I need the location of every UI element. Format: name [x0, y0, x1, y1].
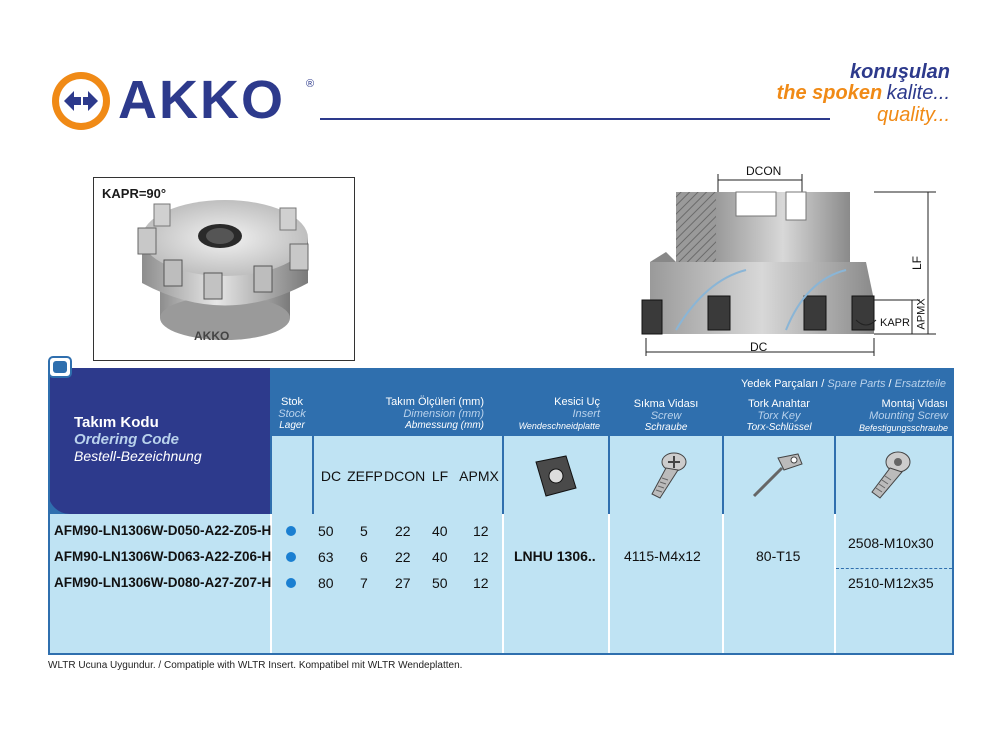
row-dcon: 22	[395, 549, 411, 565]
stock-header	[272, 396, 312, 432]
row-lf: 40	[432, 523, 448, 539]
dimension-tr: Takım Ölçüleri (mm)	[385, 396, 484, 408]
slogan-line-1: konuşulan	[849, 61, 950, 83]
ordering-code-header	[48, 368, 270, 514]
insert-icon	[532, 452, 580, 500]
row-dcon: 22	[395, 523, 411, 539]
spare-parts-en: Spare Parts	[827, 378, 886, 390]
stock-tr: Stok	[280, 396, 303, 408]
mounting-de: Befestigungsschraube	[858, 423, 948, 433]
stock-subcell	[272, 436, 312, 514]
table-row	[48, 518, 954, 544]
akko-logo	[50, 70, 320, 130]
row-zefp: 6	[360, 549, 368, 565]
row-lf: 50	[432, 575, 448, 591]
insert-header	[502, 396, 604, 432]
registered-mark: ®	[306, 78, 315, 90]
dc-label: DC	[750, 340, 768, 354]
slogan	[777, 62, 950, 126]
row-code: AFM90-LN1306W-D050-A22-Z05-H	[54, 523, 272, 538]
mounting-value-1: 2508-M10x30	[848, 535, 934, 551]
footer-note: WLTR Ucuna Uygundur. / Compatiple with WLTR Insert. Kompatibel mit WLTR Wendeplatten.	[48, 660, 463, 671]
torx-value: 80-T15	[756, 548, 801, 564]
engraving-text: AKKO	[194, 329, 230, 343]
spare-sep-2: /	[885, 378, 895, 390]
kapr-label: KAPR=90°	[102, 186, 167, 201]
mounting-tr: Montaj Vidası	[881, 398, 948, 410]
spare-parts-header	[608, 378, 952, 390]
dimension-de: Abmessung (mm)	[405, 420, 484, 431]
screw-header	[610, 398, 722, 434]
col-lf: LF	[431, 468, 449, 484]
torx-de: Torx-Schlüssel	[746, 422, 812, 433]
mounting-en: Mounting Screw	[869, 410, 948, 422]
row-dc: 80	[318, 575, 334, 591]
row-dc: 50	[318, 523, 334, 539]
dcon-label: DCON	[746, 164, 782, 178]
row-dcon: 27	[395, 575, 411, 591]
screw-de: Schraube	[644, 422, 688, 433]
screw-value: 4115-M4x12	[624, 548, 701, 564]
spare-sep-1: /	[818, 378, 828, 390]
dimension-en: Dimension (mm)	[403, 408, 484, 420]
kapr-drawing-label: KAPR	[880, 317, 910, 329]
screw-icon	[644, 450, 692, 502]
product-table	[48, 368, 954, 655]
stock-de: Lager	[279, 420, 305, 431]
ordering-code-de: Bestell-Bezeichnung	[74, 448, 202, 464]
stock-dot	[286, 526, 296, 536]
technical-drawing	[636, 160, 946, 360]
slogan-kalite: kalite...	[886, 82, 950, 104]
spare-parts-de: Ersatzteile	[894, 378, 946, 390]
mounting-value-2: 2510-M12x35	[848, 575, 934, 591]
col-zefp: ZEFP	[347, 468, 383, 484]
torx-header	[724, 398, 834, 434]
col-dcon: DCON	[384, 468, 426, 484]
cutter-dimension-drawing	[636, 160, 946, 360]
col-apmx: APMX	[459, 468, 499, 484]
table-row	[48, 544, 954, 570]
screw-tr: Sıkma Vidası	[633, 398, 699, 410]
lf-label: LF	[910, 255, 925, 271]
milling-cutter-image	[94, 178, 356, 362]
torx-tr: Tork Anahtar	[748, 398, 810, 410]
slogan-line-2	[777, 83, 950, 105]
row-code: AFM90-LN1306W-D063-A22-Z06-H	[54, 549, 272, 564]
table-row	[48, 570, 954, 596]
header-divider	[320, 118, 830, 120]
row-zefp: 7	[360, 575, 368, 591]
insert-de: Wendeschneidplatte	[518, 421, 600, 431]
row-apmx: 12	[473, 523, 489, 539]
stock-dot	[286, 552, 296, 562]
product-photo	[93, 177, 355, 361]
row-dc: 63	[318, 549, 334, 565]
stock-dot	[286, 578, 296, 588]
brand-name: AKKO	[118, 70, 285, 130]
row-lf: 40	[432, 549, 448, 565]
slogan-spoken: the spoken	[776, 82, 883, 104]
slogan-line-3: quality...	[877, 104, 950, 126]
torx-key-icon	[748, 450, 808, 502]
apmx-label: APMX	[915, 298, 928, 330]
insert-tr: Kesici Uç	[554, 396, 600, 408]
dimension-header	[314, 396, 490, 432]
mounting-header	[836, 398, 952, 434]
row-zefp: 5	[360, 523, 368, 539]
ordering-code-tr: Takım Kodu	[74, 414, 159, 431]
row-code: AFM90-LN1306W-D080-A27-Z07-H	[54, 575, 272, 590]
insert-en: Insert	[572, 408, 600, 420]
akko-emblem-icon	[50, 70, 112, 132]
screw-en: Screw	[650, 410, 682, 422]
row-apmx: 12	[473, 549, 489, 565]
spare-parts-tr: Yedek Parçaları	[740, 378, 819, 390]
table-corner-icon	[48, 356, 72, 378]
stock-en: Stock	[278, 408, 306, 420]
mounting-screw-icon	[866, 450, 914, 502]
col-dc: DC	[320, 468, 342, 484]
row-apmx: 12	[473, 575, 489, 591]
insert-value: LNHU 1306..	[514, 548, 596, 564]
ordering-code-en: Ordering Code	[74, 431, 180, 448]
torx-en: Torx Key	[757, 410, 801, 422]
